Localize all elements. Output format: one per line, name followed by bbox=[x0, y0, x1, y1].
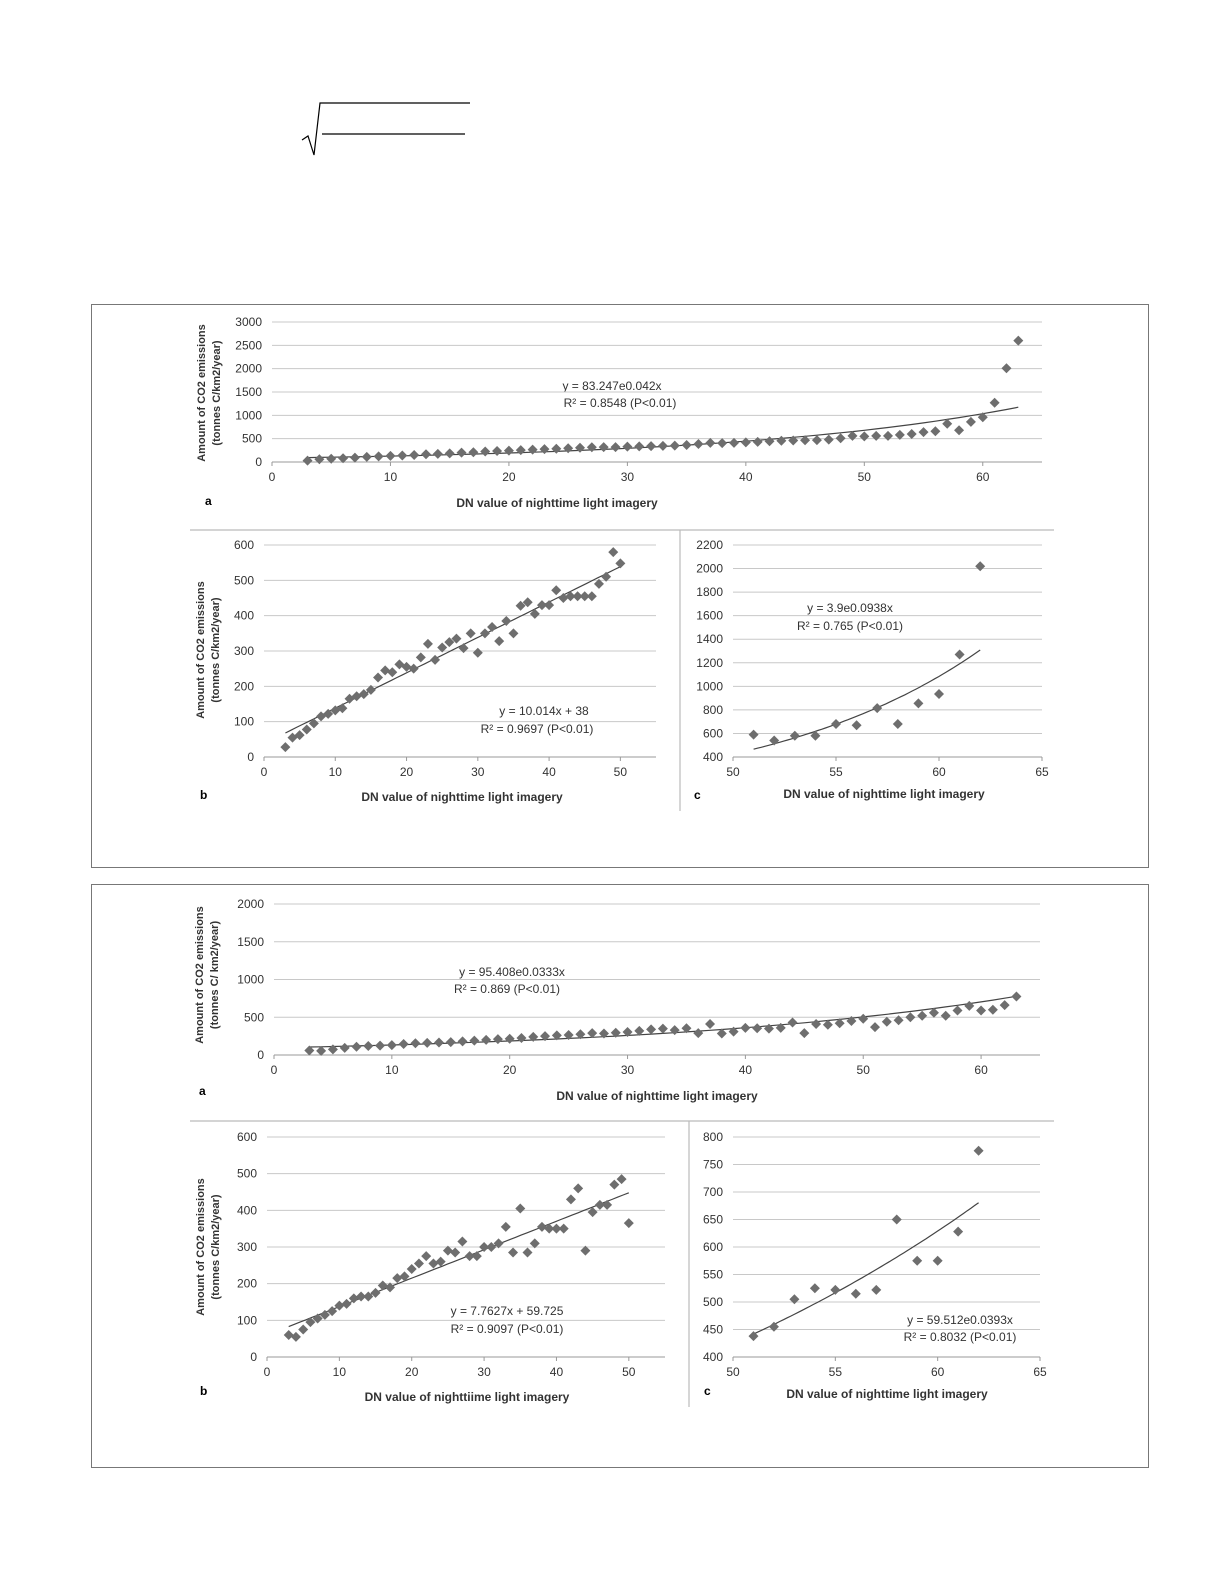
data-point bbox=[421, 449, 431, 459]
data-point bbox=[340, 1043, 350, 1053]
data-point bbox=[905, 1012, 915, 1022]
data-point bbox=[291, 1332, 301, 1342]
data-point bbox=[468, 447, 478, 457]
data-point bbox=[602, 1200, 612, 1210]
data-point bbox=[481, 1035, 491, 1045]
y-tick-label: 500 bbox=[241, 431, 262, 446]
data-point bbox=[976, 1005, 986, 1015]
data-point bbox=[705, 1019, 715, 1029]
x-tick-label: 65 bbox=[1035, 765, 1049, 779]
data-point bbox=[504, 446, 514, 456]
data-point bbox=[587, 591, 597, 601]
x-tick-label: 0 bbox=[263, 1365, 271, 1379]
x-tick-label: 20 bbox=[405, 1365, 419, 1379]
data-point bbox=[941, 1011, 951, 1021]
y-tick-label: 300 bbox=[233, 644, 254, 658]
x-tick-label: 60 bbox=[930, 1365, 945, 1379]
data-point bbox=[421, 1251, 431, 1261]
data-point bbox=[414, 1259, 424, 1269]
x-tick-label: 60 bbox=[974, 1063, 988, 1077]
data-point bbox=[990, 398, 1000, 408]
data-point bbox=[422, 1038, 432, 1048]
figure-1 bbox=[91, 304, 1149, 868]
trendline bbox=[754, 650, 981, 749]
data-point bbox=[919, 427, 929, 437]
y-axis-label-line1: Amount of CO2 emissions bbox=[196, 324, 208, 462]
data-point bbox=[480, 447, 490, 457]
data-point bbox=[824, 435, 834, 445]
y-tick-label: 1800 bbox=[696, 585, 723, 600]
data-point bbox=[378, 1281, 388, 1291]
data-point bbox=[810, 1283, 820, 1293]
data-point bbox=[1000, 1000, 1010, 1010]
data-point bbox=[410, 1038, 420, 1048]
x-tick-label: 10 bbox=[332, 1365, 347, 1379]
y-tick-label: 400 bbox=[236, 1203, 257, 1218]
data-point bbox=[515, 1204, 525, 1214]
data-point bbox=[930, 426, 940, 436]
data-point bbox=[852, 720, 862, 730]
data-point bbox=[551, 444, 561, 454]
data-point bbox=[858, 1014, 868, 1024]
data-point bbox=[789, 1294, 799, 1304]
x-tick-label: 40 bbox=[739, 470, 753, 484]
data-point bbox=[670, 441, 680, 451]
data-point bbox=[302, 724, 312, 734]
panel-f2c bbox=[703, 1130, 1047, 1401]
y-tick-label: 0 bbox=[257, 1048, 264, 1062]
data-point bbox=[964, 1001, 974, 1011]
x-tick-label: 30 bbox=[471, 765, 485, 779]
data-point bbox=[883, 431, 893, 441]
data-point bbox=[433, 449, 443, 459]
data-point bbox=[624, 1218, 634, 1228]
y-tick-label: 2000 bbox=[696, 561, 723, 576]
trendline-equation: y = 10.014x + 38 bbox=[499, 704, 589, 718]
x-tick-label: 60 bbox=[976, 470, 990, 484]
data-point bbox=[634, 441, 644, 451]
data-point bbox=[480, 628, 490, 638]
r-squared: R² = 0.8032 (P<0.01) bbox=[903, 1330, 1017, 1344]
data-point bbox=[646, 441, 656, 451]
data-point bbox=[693, 439, 703, 449]
data-point bbox=[472, 1251, 482, 1261]
y-axis-label-line2: (tonnes C/km2/year) bbox=[211, 340, 223, 446]
y-tick-label: 650 bbox=[702, 1212, 723, 1227]
x-tick-label: 20 bbox=[399, 765, 414, 779]
x-tick-label: 40 bbox=[542, 765, 556, 779]
panel-f2b bbox=[195, 1130, 665, 1404]
y-tick-label: 2000 bbox=[235, 361, 262, 376]
data-point bbox=[658, 1024, 668, 1034]
y-tick-label: 700 bbox=[702, 1185, 723, 1199]
x-tick-label: 65 bbox=[1033, 1365, 1047, 1379]
data-point bbox=[566, 1194, 576, 1204]
data-point bbox=[558, 593, 568, 603]
y-tick-label: 600 bbox=[702, 726, 723, 741]
data-point bbox=[416, 652, 426, 662]
y-axis-label-line2: (tonnes C/ km2/year) bbox=[209, 920, 221, 1030]
r-squared: R² = 0.765 (P<0.01) bbox=[796, 619, 904, 633]
x-axis-label: DN value of nighttime light imagery bbox=[556, 1089, 758, 1103]
data-point bbox=[298, 1325, 308, 1335]
y-axis-label-line1: Amount of CO2 emissions bbox=[194, 906, 206, 1044]
y-tick-label: 3000 bbox=[235, 315, 262, 329]
data-point bbox=[374, 451, 384, 461]
data-point bbox=[523, 1248, 533, 1258]
r-squared: R² = 0.8548 (P<0.01) bbox=[563, 396, 677, 410]
data-point bbox=[1001, 363, 1011, 373]
data-point bbox=[776, 436, 786, 446]
data-point bbox=[458, 1036, 468, 1046]
x-axis-label: DN value of nighttime light imagery bbox=[786, 1387, 988, 1401]
data-point bbox=[501, 1222, 511, 1232]
data-point bbox=[954, 425, 964, 435]
x-tick-label: 10 bbox=[385, 1063, 399, 1077]
data-point bbox=[749, 730, 759, 740]
data-point bbox=[609, 1180, 619, 1190]
y-tick-label: 600 bbox=[233, 538, 254, 552]
x-tick-label: 50 bbox=[726, 765, 740, 779]
data-point bbox=[831, 719, 841, 729]
data-point bbox=[933, 1256, 943, 1266]
trendline-equation: y = 95.408e0.0333x bbox=[459, 965, 565, 979]
data-point bbox=[1013, 336, 1023, 346]
data-point bbox=[975, 561, 985, 571]
trendline-equation: y = 83.247e0.042x bbox=[562, 379, 662, 393]
plot-area bbox=[234, 538, 656, 779]
data-point bbox=[670, 1025, 680, 1035]
data-point bbox=[350, 453, 360, 463]
data-point bbox=[362, 452, 372, 462]
y-axis-label-line2: (tonnes C/km2/year) bbox=[210, 1194, 222, 1300]
y-tick-label: 1000 bbox=[696, 679, 723, 694]
x-tick-label: 55 bbox=[829, 765, 843, 779]
x-axis-label: DN value of nighttime light imagery bbox=[456, 496, 658, 510]
data-point bbox=[955, 650, 965, 660]
data-point bbox=[917, 1011, 927, 1021]
data-point bbox=[830, 1285, 840, 1295]
y-tick-label: 2200 bbox=[696, 538, 723, 552]
y-tick-label: 0 bbox=[250, 1350, 257, 1364]
data-point bbox=[428, 1259, 438, 1269]
x-tick-label: 30 bbox=[477, 1365, 491, 1379]
y-tick-label: 300 bbox=[236, 1240, 257, 1254]
data-point bbox=[693, 1028, 703, 1038]
x-tick-label: 30 bbox=[620, 1063, 635, 1077]
x-tick-label: 50 bbox=[613, 765, 628, 779]
data-point bbox=[280, 742, 290, 752]
panel-f1a bbox=[196, 315, 1042, 510]
data-point bbox=[587, 442, 597, 452]
data-point bbox=[284, 1330, 294, 1340]
data-point bbox=[953, 1227, 963, 1237]
figure-2-canvas bbox=[92, 885, 1148, 1467]
data-point bbox=[573, 1183, 583, 1193]
data-point bbox=[342, 1299, 352, 1309]
data-point bbox=[387, 1040, 397, 1050]
square-root-symbol bbox=[300, 100, 470, 160]
data-point bbox=[516, 445, 526, 455]
y-tick-label: 100 bbox=[233, 714, 254, 729]
y-tick-label: 2000 bbox=[237, 897, 264, 911]
r-squared: R² = 0.869 (P<0.01) bbox=[453, 982, 561, 996]
panel-letter: c bbox=[694, 788, 701, 802]
r-squared: R² = 0.9097 (P<0.01) bbox=[450, 1322, 564, 1336]
y-tick-label: 200 bbox=[233, 679, 254, 694]
data-point bbox=[622, 442, 632, 452]
data-point bbox=[314, 454, 324, 464]
x-tick-label: 50 bbox=[857, 470, 871, 484]
y-tick-label: 800 bbox=[702, 1130, 723, 1144]
panel-f1c bbox=[694, 538, 1049, 802]
x-tick-label: 50 bbox=[726, 1365, 740, 1379]
data-point bbox=[363, 1041, 373, 1051]
data-point bbox=[373, 673, 383, 683]
data-point bbox=[870, 1022, 880, 1032]
x-tick-label: 0 bbox=[268, 470, 276, 484]
x-tick-label: 20 bbox=[503, 1063, 517, 1077]
y-tick-label: 400 bbox=[233, 608, 254, 623]
data-point bbox=[812, 435, 822, 445]
data-point bbox=[423, 639, 433, 649]
data-point bbox=[551, 585, 561, 595]
x-tick-label: 40 bbox=[738, 1063, 753, 1077]
data-point bbox=[752, 1023, 762, 1033]
y-tick-label: 1200 bbox=[696, 655, 723, 670]
data-point bbox=[385, 451, 395, 461]
data-point bbox=[575, 443, 585, 453]
data-point bbox=[492, 446, 502, 456]
panel-f2a bbox=[194, 897, 1040, 1103]
data-point bbox=[337, 703, 347, 713]
data-point bbox=[705, 438, 715, 448]
data-point bbox=[617, 1174, 627, 1184]
data-point bbox=[740, 1023, 750, 1033]
data-point bbox=[508, 1248, 518, 1258]
data-point bbox=[988, 1005, 998, 1015]
data-point bbox=[399, 1039, 409, 1049]
data-point bbox=[445, 448, 455, 458]
plot-area bbox=[237, 1130, 665, 1379]
y-tick-label: 800 bbox=[702, 702, 723, 717]
data-point bbox=[934, 689, 944, 699]
data-point bbox=[907, 429, 917, 439]
y-tick-label: 600 bbox=[702, 1240, 723, 1254]
data-point bbox=[966, 417, 976, 427]
data-point bbox=[599, 442, 609, 452]
data-point bbox=[493, 1034, 503, 1044]
x-tick-label: 0 bbox=[260, 765, 268, 779]
data-point bbox=[508, 628, 518, 638]
y-tick-label: 500 bbox=[236, 1166, 257, 1181]
y-tick-label: 1000 bbox=[237, 972, 264, 987]
data-point bbox=[392, 1273, 402, 1283]
trendline-equation: y = 3.9e0.0938x bbox=[807, 601, 893, 615]
data-point bbox=[469, 1036, 479, 1046]
data-point bbox=[459, 643, 469, 653]
data-point bbox=[913, 698, 923, 708]
x-axis-label: DN value of nighttime light imagery bbox=[361, 790, 563, 804]
data-point bbox=[409, 450, 419, 460]
data-point bbox=[516, 1033, 526, 1043]
y-tick-label: 200 bbox=[236, 1276, 257, 1291]
y-tick-label: 0 bbox=[255, 455, 262, 469]
x-tick-label: 50 bbox=[622, 1365, 636, 1379]
data-point bbox=[765, 436, 775, 446]
data-point bbox=[380, 665, 390, 675]
panel-letter: c bbox=[704, 1384, 711, 1398]
plot-area bbox=[696, 538, 1049, 779]
data-point bbox=[446, 1037, 456, 1047]
data-point bbox=[611, 442, 621, 452]
y-tick-label: 100 bbox=[236, 1313, 257, 1328]
data-point bbox=[892, 1215, 902, 1225]
data-point bbox=[457, 448, 467, 458]
data-point bbox=[473, 648, 483, 658]
figure-2 bbox=[91, 884, 1149, 1468]
x-tick-label: 50 bbox=[856, 1063, 870, 1077]
y-tick-label: 600 bbox=[236, 1130, 257, 1144]
y-tick-label: 450 bbox=[702, 1322, 723, 1337]
data-point bbox=[457, 1237, 467, 1247]
data-point bbox=[505, 1034, 515, 1044]
data-point bbox=[811, 1019, 821, 1029]
data-point bbox=[450, 1248, 460, 1258]
y-tick-label: 400 bbox=[702, 1350, 723, 1364]
y-tick-label: 500 bbox=[702, 1295, 723, 1309]
y-tick-label: 2500 bbox=[235, 338, 262, 353]
panel-f1b bbox=[195, 538, 656, 804]
data-point bbox=[544, 600, 554, 610]
data-point bbox=[409, 664, 419, 674]
data-point bbox=[851, 1289, 861, 1299]
data-point bbox=[729, 438, 739, 448]
data-point bbox=[872, 703, 882, 713]
panel-letter: a bbox=[199, 1084, 206, 1098]
data-point bbox=[871, 431, 881, 441]
plot-area bbox=[237, 897, 1040, 1077]
data-point bbox=[559, 1224, 569, 1234]
data-point bbox=[871, 1285, 881, 1295]
data-point bbox=[646, 1024, 656, 1034]
data-point bbox=[563, 443, 573, 453]
data-point bbox=[882, 1017, 892, 1027]
data-point bbox=[539, 444, 549, 454]
panel-letter: a bbox=[205, 494, 212, 508]
data-point bbox=[466, 628, 476, 638]
data-point bbox=[912, 1256, 922, 1266]
x-tick-label: 10 bbox=[383, 470, 398, 484]
y-tick-label: 1000 bbox=[235, 408, 262, 423]
figure-1-canvas bbox=[92, 305, 1148, 867]
x-tick-label: 55 bbox=[828, 1365, 843, 1379]
x-tick-label: 20 bbox=[502, 470, 516, 484]
data-point bbox=[974, 1146, 984, 1156]
data-point bbox=[487, 622, 497, 632]
data-point bbox=[769, 736, 779, 746]
y-axis-label-line2: (tonnes C/km2/year) bbox=[210, 597, 222, 703]
x-tick-label: 40 bbox=[549, 1365, 564, 1379]
data-point bbox=[528, 445, 538, 455]
data-point bbox=[494, 636, 504, 646]
data-point bbox=[717, 438, 727, 448]
y-axis-label-line1: Amount of CO2 emissions bbox=[195, 581, 207, 719]
panel-letter: b bbox=[200, 788, 208, 802]
trendline-equation: y = 7.7627x + 59.725 bbox=[450, 1304, 564, 1318]
y-tick-label: 550 bbox=[702, 1267, 723, 1282]
y-tick-label: 500 bbox=[243, 1010, 264, 1025]
data-point bbox=[893, 719, 903, 729]
panel-letter: b bbox=[200, 1384, 208, 1398]
data-point bbox=[682, 440, 692, 450]
data-point bbox=[537, 1222, 547, 1232]
r-squared: R² = 0.9697 (P<0.01) bbox=[480, 722, 594, 736]
y-tick-label: 500 bbox=[233, 573, 254, 588]
data-point bbox=[799, 1028, 809, 1038]
x-axis-label: DN value of nighttime light imagery bbox=[783, 787, 985, 801]
data-point bbox=[608, 547, 618, 557]
data-point bbox=[836, 433, 846, 443]
data-point bbox=[434, 1038, 444, 1048]
y-tick-label: 750 bbox=[702, 1157, 723, 1172]
data-point bbox=[859, 431, 869, 441]
data-point bbox=[1011, 991, 1021, 1001]
y-tick-label: 400 bbox=[702, 750, 723, 764]
y-axis-label-line1: Amount of CO2 emissions bbox=[195, 1178, 207, 1316]
data-point bbox=[788, 1018, 798, 1028]
data-point bbox=[387, 667, 397, 677]
y-tick-label: 1500 bbox=[237, 934, 264, 949]
y-tick-label: 0 bbox=[247, 750, 254, 764]
data-point bbox=[615, 558, 625, 568]
data-point bbox=[375, 1041, 385, 1051]
data-point bbox=[953, 1005, 963, 1015]
y-tick-label: 1600 bbox=[696, 608, 723, 623]
data-point bbox=[351, 1042, 361, 1052]
x-tick-label: 0 bbox=[270, 1063, 278, 1077]
x-tick-label: 30 bbox=[620, 470, 635, 484]
y-tick-label: 1400 bbox=[696, 632, 723, 647]
data-point bbox=[407, 1264, 417, 1274]
x-tick-label: 10 bbox=[328, 765, 342, 779]
trendline-equation: y = 59.512e0.0393x bbox=[907, 1313, 1013, 1327]
data-point bbox=[397, 450, 407, 460]
data-point bbox=[658, 441, 668, 451]
x-tick-label: 60 bbox=[932, 765, 946, 779]
data-point bbox=[334, 1301, 344, 1311]
x-axis-label: DN value of nighttiime light imagery bbox=[364, 1390, 570, 1404]
y-tick-label: 1500 bbox=[235, 385, 262, 399]
